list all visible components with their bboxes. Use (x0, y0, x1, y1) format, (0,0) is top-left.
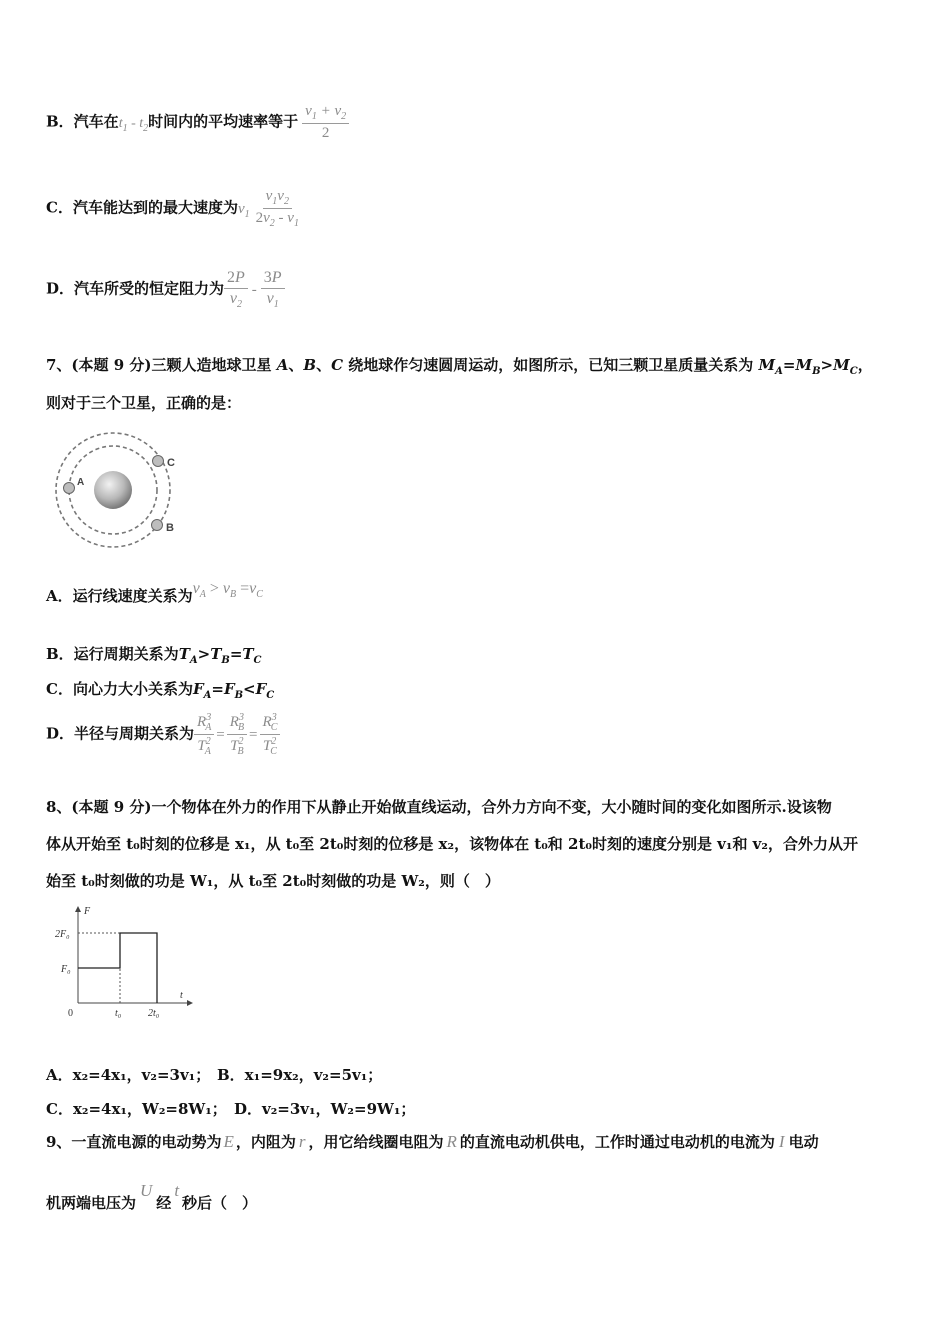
q7-option-d: D．半径与周期关系为 $\frac{R^3_A}{T^2_A}$ = $\frac{R^3_B}{T^2_B}$ = $\frac{R^3_C}{T^2_C}$ (46, 712, 280, 757)
q6-option-c-prefix: C．汽车能达到的最大速度为 (46, 198, 238, 217)
q7-option-a-prefix: A．运行线速度关系为 (46, 587, 193, 605)
q6-option-b-prefix: B．汽车在 (46, 112, 119, 131)
q9-sym-e: E (223, 1132, 234, 1151)
q9-line2 (46, 1181, 258, 1213)
q9-line1 (46, 1131, 819, 1152)
q7-option-a (46, 580, 263, 608)
q6-option-d-prefix: D．汽车所受的恒定阻力为 (46, 279, 225, 298)
tick-f0: F₀ (61, 964, 71, 975)
q8-stem-line1: 8、(本题 9 分)一个物体在外力的作用下从静止开始做直线运动，合外力方向不变，大小随时间的变化如图所示.设该物 (46, 798, 832, 816)
q7-orbit-figure (50, 430, 190, 555)
q9-line2-c: 秒后（ ） (182, 1194, 258, 1212)
satellite-a (64, 483, 75, 494)
q7-option-a-formula: $v_A > v_B =v_C$ (192, 580, 263, 601)
label-b: B (166, 522, 174, 534)
q9-sym-u: U (140, 1181, 153, 1200)
q9-sym-R: R (446, 1132, 457, 1151)
q6-option-d-frac2: $\frac{3P}{v_1}$ (261, 269, 285, 310)
q7-option-d-frac-a: $\frac{R^3_A}{T^2_A}$ (194, 712, 214, 757)
q7-stem-line1: 7、(本题 9 分)三颗人造地球卫星 A、B、C 绕地球作匀速圆周运动，如图所示，已知三颗卫星质量关系为 $M_A=M_B>M_C$， (46, 356, 873, 377)
q7-stem-line2: 则对于三个卫星，正确的是： (46, 394, 242, 412)
q7-stem-line1-b: 绕地球作匀速圆周运动，如图所示，已知三颗卫星质量关系为 (343, 356, 759, 374)
q9-sym-r: r (298, 1132, 306, 1151)
q7-option-c-formula: $F_A=F_B<F_C$ (192, 680, 275, 701)
q7-option-b-prefix: B．运行周期关系为 (46, 645, 179, 663)
label-c: C (167, 457, 175, 469)
q9-line1-e: 电动 (788, 1133, 819, 1151)
q7-mass-relation: $M_A=M_B>M_C$ (758, 356, 858, 377)
q6-option-c (46, 188, 302, 229)
q7-stem-line1-a: 7、(本题 9 分)三颗人造地球卫星 (46, 356, 277, 374)
q9-line1-c: ，用它给线圈电阻为 (308, 1133, 444, 1151)
q6-option-b (46, 103, 349, 142)
q7-option-d-frac-b: $\frac{R^3_B}{T^2_B}$ (227, 712, 247, 757)
q8-stem-line2: 体从开始至 t₀时刻的位移是 x₁，从 t₀至 2t₀时刻的位移是 x₂，该物体在 t₀和 2t₀时刻的速度分别是 v₁和 v₂，合外力从开 (46, 835, 858, 853)
q8-option-a: A．x₂=4x₁，v₂=3v₁； (46, 1066, 211, 1084)
q7-option-c (46, 678, 274, 701)
q6-option-d-minus: - (251, 281, 257, 298)
x-arrow-icon (187, 1000, 193, 1006)
q9-line1-a: 9、一直流电源的电动势为 (46, 1133, 222, 1151)
tick-0: 0 (68, 1008, 73, 1019)
q9-line1-d: 的直流电动机供电，工作时通过电动机的电流为 (459, 1133, 775, 1151)
q9-line2-b: 经 (156, 1194, 172, 1212)
label-a: A (77, 477, 85, 488)
q8-option-c: C．x₂=4x₁，W₂=8W₁； (46, 1100, 227, 1118)
q6-option-c-formula: $\frac{v_1v_2}{2v_2 - v_1}$ (255, 188, 299, 229)
q9-sym-i: I (778, 1132, 785, 1151)
force-curve (78, 933, 157, 1003)
q7-option-b (46, 643, 262, 666)
tick-2f0: 2F₀ (55, 929, 70, 940)
q6-option-b-interval: $t_1 - t_2$ (118, 115, 149, 134)
q8-force-graph (52, 900, 197, 1025)
y-arrow-icon (75, 906, 81, 912)
q8-option-b: B．x₁=9x₂，v₂=5v₁； (217, 1066, 383, 1084)
q6-option-b-mid: 时间内的平均速率等于 (148, 112, 299, 131)
q7-option-b-formula: $T_A>T_B=T_C$ (178, 645, 262, 666)
q7-sat-c: C (331, 356, 344, 374)
q6-option-d-frac1: $\frac{2P}{v_2}$ (224, 269, 248, 310)
q6-option-b-formula: $\frac{v_1 + v_2}{2}$ (302, 103, 349, 142)
q7-sat-b: B (303, 356, 317, 374)
q7-sat-a: A (276, 356, 289, 374)
q6-option-c-v1: $v_1$ (237, 200, 250, 220)
q6-option-d (46, 269, 285, 310)
q8-option-d: D．v₂=3v₁，W₂=9W₁； (234, 1100, 416, 1118)
satellite-b (152, 520, 163, 531)
earth (94, 471, 132, 509)
q8-stem-line3: 始至 t₀时刻做的功是 W₁，从 t₀至 2t₀时刻做的功是 W₂，则（ ） (46, 872, 500, 890)
tick-t0: t₀ (115, 1008, 122, 1019)
x-label: t (180, 990, 183, 1001)
q7-option-d-prefix: D．半径与周期关系为 (46, 724, 195, 743)
q9-sym-t: t (174, 1181, 180, 1200)
y-label: F (84, 906, 91, 917)
q9-line2-a: 机两端电压为 (46, 1194, 137, 1212)
q9-line1-b: ，内阻为 (235, 1133, 296, 1151)
q7-option-c-prefix: C．向心力大小关系为 (46, 680, 193, 698)
tick-2t0: 2t₀ (148, 1008, 160, 1019)
satellite-c (153, 456, 164, 467)
q7-option-d-frac-c: $\frac{R^3_C}{T^2_C}$ (260, 712, 281, 757)
